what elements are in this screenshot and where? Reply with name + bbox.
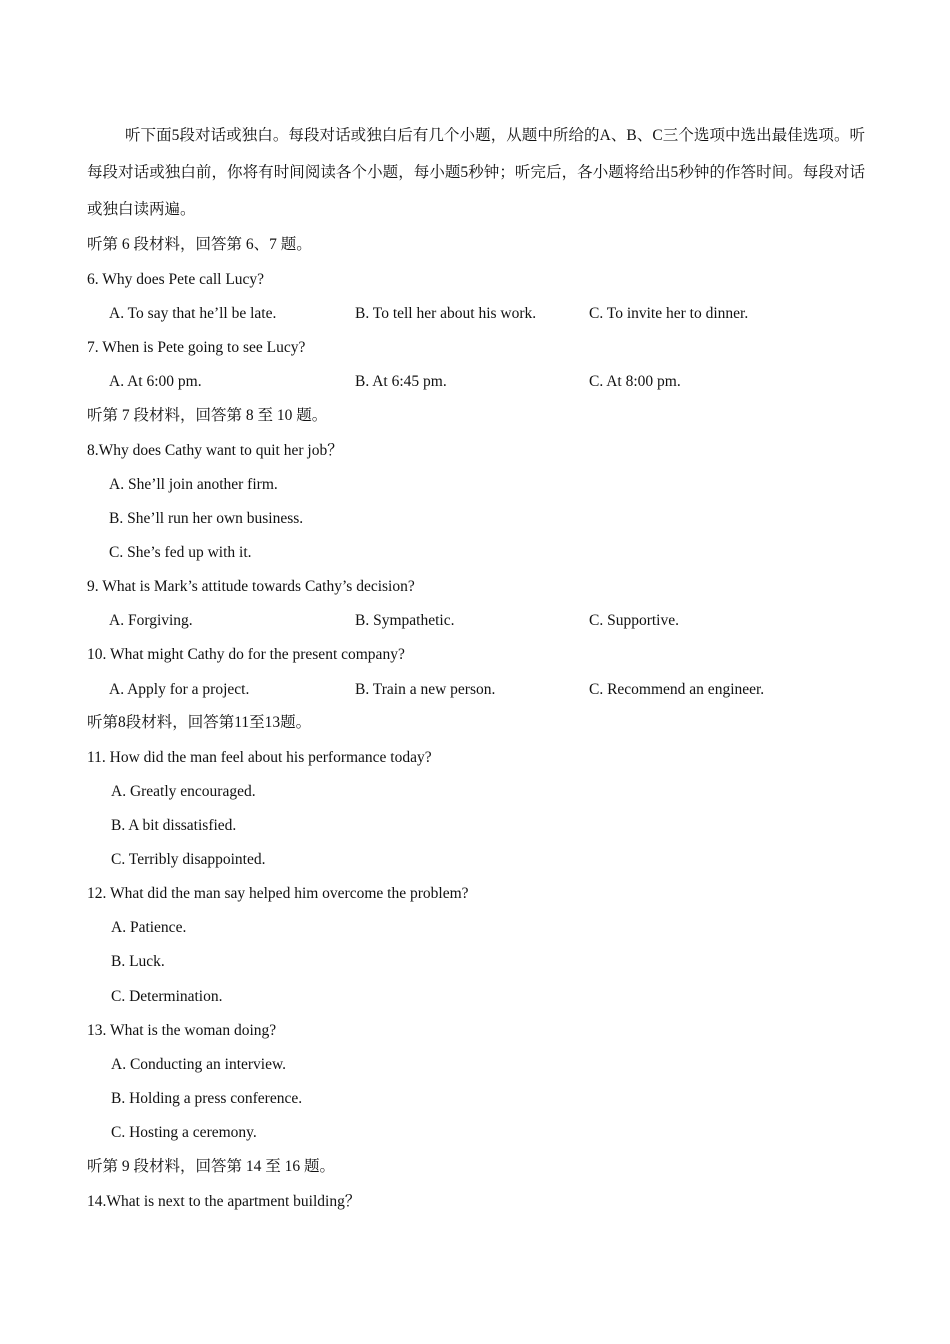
question-12: 12. What did the man say helped him overcome the problem? xyxy=(87,885,469,902)
option-10c: C. Recommend an engineer. xyxy=(589,681,765,698)
option-9c: C. Supportive. xyxy=(589,612,679,629)
option-11c: C. Terribly disappointed. xyxy=(111,851,266,868)
option-11b: B. A bit dissatisfied. xyxy=(111,817,237,834)
option-6b: B. To tell her about his work. xyxy=(355,305,537,322)
question-14: 14.What is next to the apartment building？ xyxy=(87,1193,361,1210)
question-9: 9. What is Mark’s attitude towards Cathy’s decision? xyxy=(87,578,415,595)
question-11: 11. How did the man feel about his performance today? xyxy=(87,749,432,766)
section-heading: 听第 9 段材料，回答第 14 至 16 题。 xyxy=(87,1158,336,1175)
option-6c: C. To invite her to dinner. xyxy=(589,305,749,322)
option-10a: A. Apply for a project. xyxy=(109,681,250,698)
option-9a: A. Forgiving. xyxy=(109,612,193,629)
option-13c: C. Hosting a ceremony. xyxy=(111,1124,257,1141)
option-9b: B. Sympathetic. xyxy=(355,612,455,629)
listening-instructions: 听下面5段对话或独白。每段对话或独白后有几个小题，从题中所给的A、B、C三个选项中选出最佳选项。听每段对话或独白前，你将有时间阅读各个小题，每小题5秒钟；听完后，各小题将给出5秒钟的作答时间。每段对话或独白读两遍。 xyxy=(87,127,865,218)
option-8b: B. She’ll run her own business. xyxy=(109,510,304,527)
section-heading: 听第 7 段材料，回答第 8 至 10 题。 xyxy=(87,407,328,424)
question-13: 13. What is the woman doing? xyxy=(87,1022,277,1039)
option-10b: B. Train a new person. xyxy=(355,681,496,698)
section-heading: 听第8段材料，回答第11至13题。 xyxy=(87,714,312,731)
option-12b: B. Luck. xyxy=(111,953,165,970)
question-7: 7. When is Pete going to see Lucy? xyxy=(87,339,306,356)
option-13b: B. Holding a press conference. xyxy=(111,1090,303,1107)
question-8: 8.Why does Cathy want to quit her job？ xyxy=(87,442,343,459)
option-12a: A. Patience. xyxy=(111,919,187,936)
option-13a: A. Conducting an interview. xyxy=(111,1056,287,1073)
option-7b: B. At 6:45 pm. xyxy=(355,373,447,390)
option-7c: C. At 8:00 pm. xyxy=(589,373,681,390)
option-6a: A. To say that he’ll be late. xyxy=(109,305,277,322)
option-7a: A. At 6:00 pm. xyxy=(109,373,202,390)
section-heading: 听第 6 段材料，回答第 6、7 题。 xyxy=(87,236,312,253)
option-8a: A. She’ll join another firm. xyxy=(109,476,278,493)
question-6: 6. Why does Pete call Lucy? xyxy=(87,271,265,288)
option-11a: A. Greatly encouraged. xyxy=(111,783,256,800)
question-10: 10. What might Cathy do for the present company? xyxy=(87,646,405,663)
option-8c: C. She’s fed up with it. xyxy=(109,544,252,561)
option-12c: C. Determination. xyxy=(111,988,223,1005)
